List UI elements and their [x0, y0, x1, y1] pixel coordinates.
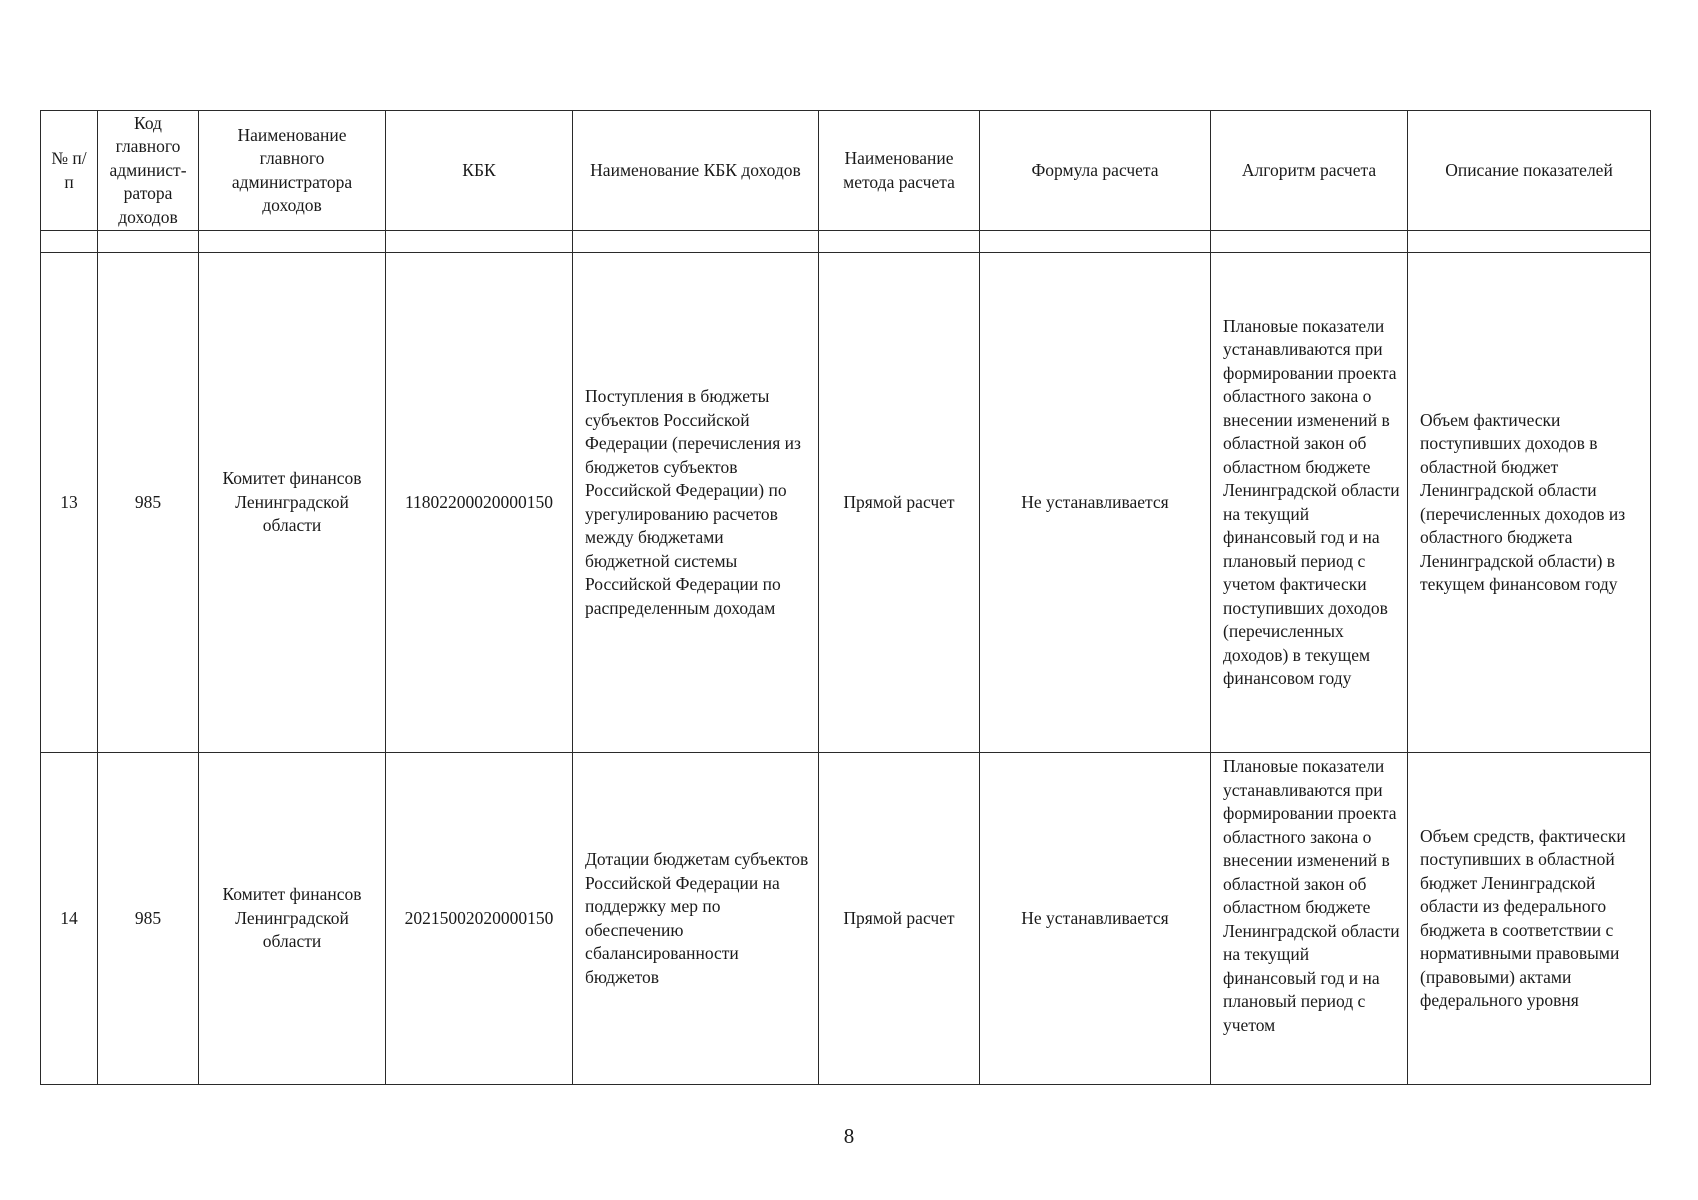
- cell-kbk-name: Поступления в бюджеты субъектов Российской Федерации (перечисления из бюджетов субъектов Российской Федерации) по урегулированию расчетов между бюджетами бюджетной системы Российской Федерации по распределенным доходам: [573, 253, 819, 753]
- cell-admin-name: Комитет финансов Ленинградской области: [199, 753, 386, 1085]
- cell-description: Объем средств, фактически поступивших в областной бюджет Ленинградской области из федерального бюджета в соответствии с нормативными правовыми (правовыми) актами федерального уровня: [1408, 753, 1651, 1085]
- cell-algorithm: Плановые показатели устанавливаются при формировании проекта областного закона о внесении изменений в областной закон об областном бюджете Ленинградской области на текущий финансовый год и на плановый период с учетом: [1211, 753, 1408, 1085]
- spacer-cell: [41, 231, 98, 253]
- cell-algorithm: Плановые показатели устанавливаются при формировании проекта областного закона о внесении изменений в областной закон об областном бюджете Ленинградской области на текущий финансовый год и на плановый период с учетом фактически поступивших доходов (перечисленных доходов) в текущем финансовом году: [1211, 253, 1408, 753]
- cell-description: Объем фактически поступивших доходов в областной бюджет Ленинградской области (перечисленных доходов из областного бюджета Ленинградской области) в текущем финансовом году: [1408, 253, 1651, 753]
- cell-formula: Не устанавливается: [980, 753, 1211, 1085]
- header-method: Наименование метода расчета: [819, 111, 980, 231]
- spacer-cell: [573, 231, 819, 253]
- cell-kbk: 11802200020000150: [386, 253, 573, 753]
- table-spacer-row: [41, 231, 1651, 253]
- spacer-cell: [980, 231, 1211, 253]
- spacer-cell: [199, 231, 386, 253]
- income-methods-table: [40, 110, 1651, 1085]
- spacer-cell: [386, 231, 573, 253]
- cell-num: 13: [41, 253, 98, 753]
- header-admin-code: Код главного админист-ратора доходов: [98, 111, 199, 231]
- spacer-cell: [1211, 231, 1408, 253]
- cell-method: Прямой расчет: [819, 753, 980, 1085]
- header-description: Описание показателей: [1408, 111, 1651, 231]
- cell-admin-code: 985: [98, 253, 199, 753]
- cell-kbk-name: Дотации бюджетам субъектов Российской Федерации на поддержку мер по обеспечению сбалансированности бюджетов: [573, 753, 819, 1085]
- header-formula: Формула расчета: [980, 111, 1211, 231]
- cell-admin-code: 985: [98, 753, 199, 1085]
- header-algorithm: Алгоритм расчета: [1211, 111, 1408, 231]
- header-kbk: КБК: [386, 111, 573, 231]
- cell-kbk: 20215002020000150: [386, 753, 573, 1085]
- cell-formula: Не устанавливается: [980, 253, 1211, 753]
- spacer-cell: [1408, 231, 1651, 253]
- table-row: [41, 753, 1651, 1085]
- header-num: № п/п: [41, 111, 98, 231]
- table-row: [41, 253, 1651, 753]
- spacer-cell: [819, 231, 980, 253]
- header-admin-name: Наименование главного администратора доходов: [199, 111, 386, 231]
- table-header-row: [41, 111, 1651, 231]
- cell-admin-name: Комитет финансов Ленинградской области: [199, 253, 386, 753]
- spacer-cell: [98, 231, 199, 253]
- page-number: 8: [843, 1124, 855, 1148]
- header-kbk-name: Наименование КБК доходов: [573, 111, 819, 231]
- cell-method: Прямой расчет: [819, 253, 980, 753]
- cell-num: 14: [41, 753, 98, 1085]
